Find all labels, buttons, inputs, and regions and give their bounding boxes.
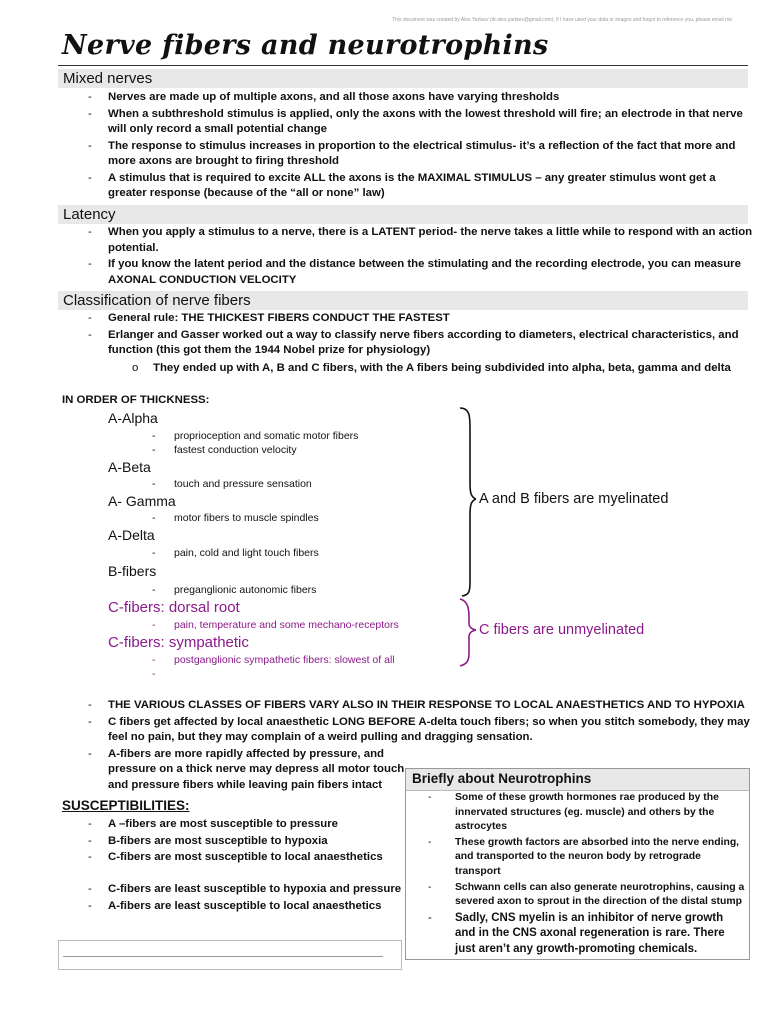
fiber-name-c-dorsal-root: C-fibers: dorsal root: [108, 599, 240, 616]
list-item: - A stimulus that is required to excite ALL the axons is the MAXIMAL STIMULUS – any greater stimulus wont get a greater response (because of the “all or none” law): [88, 171, 753, 202]
section-heading-text: Latency: [63, 206, 116, 223]
section-heading-classification: [58, 291, 748, 310]
fiber-name-b: B-fibers: [108, 563, 157, 579]
least-susceptible-list: [88, 882, 408, 915]
list-item: - A-fibers are least susceptible to local anaesthetics: [88, 899, 408, 915]
credit-line: This document was created by Alex Yartsev (dr.alex.yartsev@gmail.com); if I have used your data or images and forgot to reference you, please email me.: [392, 17, 734, 23]
fiber-desc-text: proprioception and somatic motor fibers: [174, 430, 359, 442]
brace-graphic: [440, 405, 476, 670]
fiber-desc-text: motor fibers to muscle spindles: [174, 512, 319, 524]
fiber-name-a-beta: A-Beta: [108, 459, 151, 475]
section-heading-text: Classification of nerve fibers: [63, 292, 251, 309]
list-item: - A –fibers are most susceptible to pressure: [88, 817, 408, 833]
fiber-name-a-gamma: A- Gamma: [108, 493, 176, 509]
list-item: - Some of these growth hormones rae produced by the innervated structures (eg. muscle) and others by the astrocytes: [428, 791, 746, 835]
neurotrophins-list: [428, 791, 746, 959]
neurotrophins-heading: Briefly about Neurotrophins: [412, 771, 592, 786]
list-item: - General rule: THE THICKEST FIBERS CONDUCT THE FASTEST: [88, 311, 753, 327]
classification-list: [88, 311, 753, 360]
mixed-nerves-list: [88, 90, 753, 203]
fiber-desc-text: preganglionic autonomic fibers: [174, 584, 317, 596]
most-susceptible-list: [88, 817, 408, 867]
section-heading-text: Mixed nerves: [63, 70, 153, 87]
sub-bullet-marker: o: [132, 362, 139, 374]
myelinated-label: A and B fibers are myelinated: [479, 491, 669, 507]
list-item: - THE VARIOUS CLASSES OF FIBERS VARY ALSO IN THEIR RESPONSE TO LOCAL ANAESTHETICS AND TO HYPOXIA: [88, 698, 753, 714]
footer-box: [58, 940, 402, 970]
list-item: - Erlanger and Gasser worked out a way to classify nerve fibers according to diameters, electrical characteristics, and function (this got them the 1944 Nobel prize for physiology): [88, 328, 753, 359]
neurotrophins-heading-band: [406, 769, 749, 791]
section-heading-mixed-nerves: [58, 69, 748, 88]
list-item: - Nerves are made up of multiple axons, and all those axons have varying thresholds: [88, 90, 753, 106]
list-item: - B-fibers are most susceptible to hypoxia: [88, 834, 408, 850]
list-item: - C-fibers are most susceptible to local anaesthetics: [88, 850, 408, 866]
unmyelinated-brace: [460, 599, 476, 666]
fiber-desc-text: pain, temperature and some mechano-receptors: [174, 619, 399, 631]
fiber-name-a-delta: A-Delta: [108, 527, 155, 543]
fiber-desc-text: fastest conduction velocity: [174, 444, 297, 456]
list-item: - Schwann cells can also generate neurotrophins, causing a severed axon to sprout in the direction of the distal stump: [428, 881, 746, 910]
list-item: - The response to stimulus increases in proportion to the electrical stimulus- it’s a reflection of the fact that more and more axons are brought to firing threshold: [88, 139, 753, 170]
fiber-name-a-alpha: A-Alpha: [108, 410, 158, 426]
list-item: - A-fibers are more rapidly affected by pressure, and pressure on a thick nerve may depress all motor touch and pressure fibers while leaving pain fibers intact: [88, 747, 408, 794]
list-item: - C fibers get affected by local anaesthetic LONG BEFORE A-delta touch fibers; so when you stitch somebody, they may feel no pain, but they may complain of a weird pulling and dragging sensation.: [88, 715, 753, 746]
list-item: - C-fibers are least susceptible to hypoxia and pressure: [88, 882, 408, 898]
list-item: - When you apply a stimulus to a nerve, there is a LATENT period- the nerve takes a little while to respond with an action potential.: [88, 225, 753, 256]
fiber-desc-text: pain, cold and light touch fibers: [174, 547, 319, 559]
myelinated-brace: [460, 408, 476, 596]
list-item: - Sadly, CNS myelin is an inhibitor of nerve growth and in the CNS axonal regeneration is rare. There just aren’t any growth-promoting chemicals.: [428, 911, 746, 958]
fiber-desc-text: postganglionic sympathetic fibers: slowest of all: [174, 654, 395, 666]
title-divider: [58, 65, 748, 66]
section-heading-latency: [58, 205, 748, 224]
unmyelinated-label: C fibers are unmyelinated: [479, 622, 645, 638]
page-title: Nerve fibers and neurotrophins: [62, 30, 549, 61]
neurotrophins-box: [405, 768, 750, 960]
order-of-thickness-heading: IN ORDER OF THICKNESS:: [62, 394, 210, 406]
footer-line: [63, 956, 383, 957]
latency-list: [88, 225, 753, 289]
list-item: - These growth factors are absorbed into the nerve ending, and transported to the neuron body by retrograde transport: [428, 836, 746, 880]
fiber-name-c-sympathetic: C-fibers: sympathetic: [108, 634, 249, 651]
list-item: - If you know the latent period and the distance between the stimulating and the recording electrode, you can measure AXONAL CONDUCTION VELOCITY: [88, 257, 753, 288]
susceptibilities-heading: SUSCEPTIBILITIES:: [62, 798, 190, 813]
list-item: - When a subthreshold stimulus is applied, only the axons with the lowest threshold will fire; an electrode in that nerve will only record a small potential change: [88, 107, 753, 138]
sub-bullet-text: They ended up with A, B and C fibers, with the A fibers being subdivided into alpha, beta, gamma and delta: [153, 362, 731, 374]
fiber-desc-text: touch and pressure sensation: [174, 478, 312, 490]
